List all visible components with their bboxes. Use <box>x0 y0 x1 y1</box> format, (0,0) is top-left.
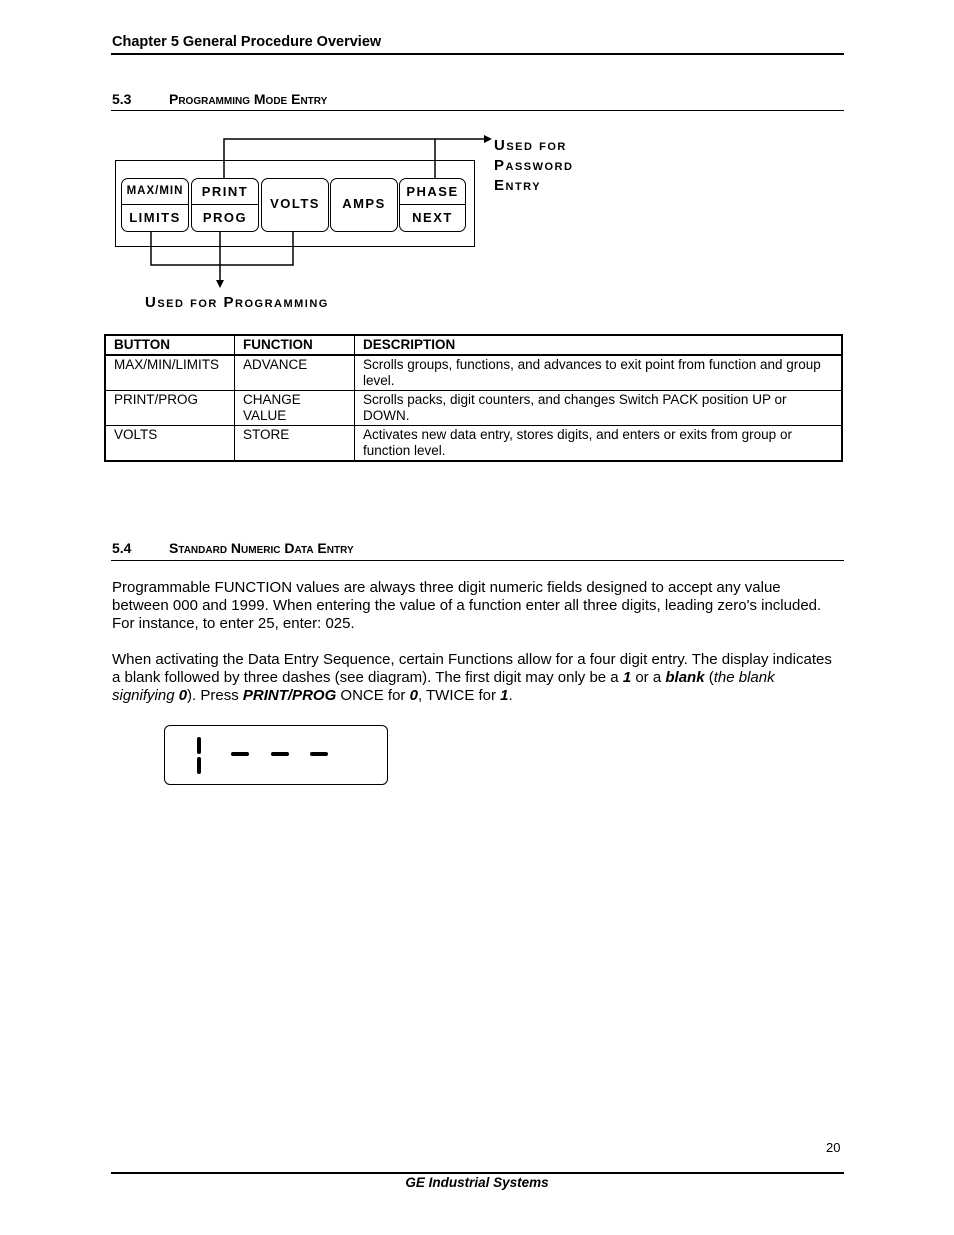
emphasis-zero: 0 <box>178 687 188 704</box>
emphasis-one: 1 <box>622 669 632 686</box>
emphasis-one: 1 <box>500 687 509 704</box>
text-run: ( <box>704 669 714 686</box>
digit-one-upper-segment <box>197 737 201 754</box>
note-line: Entry <box>494 177 542 194</box>
table-cell: Scrolls packs, digit counters, and changes Switch PACK position UP or DOWN. <box>355 391 843 426</box>
key-label: VOLTS <box>270 196 320 211</box>
lcd-display-diagram <box>164 725 388 785</box>
dash-segment <box>271 752 289 756</box>
key-label-top: MAX/MIN <box>122 179 188 205</box>
keypad-connector-lines <box>0 0 954 320</box>
section-number: 5.4 <box>112 540 132 556</box>
phase-next-key[interactable] <box>399 178 466 232</box>
four-digit-paragraph <box>112 651 837 705</box>
note-line: Password <box>494 157 574 174</box>
column-header-button: BUTTON <box>105 335 235 355</box>
digit-one-lower-segment <box>197 757 201 774</box>
table-cell: Scrolls groups, functions, and advances to exit point from function and group level. <box>355 355 843 391</box>
table-cell: PRINT/PROG <box>105 391 235 426</box>
chapter-header: Chapter 5 General Procedure Overview <box>112 34 382 50</box>
key-label: AMPS <box>342 196 386 211</box>
max-min-limits-key[interactable] <box>121 178 189 232</box>
print-prog-key[interactable] <box>191 178 259 232</box>
programming-note: Used for Programming <box>145 294 329 311</box>
section-rule <box>111 560 844 561</box>
column-header-description: DESCRIPTION <box>355 335 843 355</box>
numeric-entry-paragraph: Programmable FUNCTION values are always three digit numeric fields designed to accept any value between 000 and 1999. When entering the value of a function enter all three digits, leading zero's included. For instance, to enter 25, enter: 025. <box>112 579 822 632</box>
footer-rule <box>111 1172 844 1174</box>
section-title: Standard Numeric Data Entry <box>169 540 354 556</box>
text-run: ). Press <box>187 687 243 704</box>
dash-segment <box>310 752 328 756</box>
table-cell: VOLTS <box>105 426 235 462</box>
table-cell: CHANGE VALUE <box>235 391 355 426</box>
text-run: . <box>508 687 513 704</box>
key-label-top: PHASE <box>400 179 465 205</box>
note-line: Used for <box>494 137 567 154</box>
table-row <box>105 426 842 462</box>
amps-key[interactable] <box>330 178 398 232</box>
emphasis-print-prog: PRINT/PROG <box>242 687 337 704</box>
key-label-top: PRINT <box>192 179 258 205</box>
key-label-bottom: NEXT <box>412 210 453 225</box>
text-run: ONCE for <box>336 687 410 704</box>
table-cell: Activates new data entry, stores digits, and enters or exits from group or function level. <box>355 426 843 462</box>
table-row <box>105 355 842 391</box>
emphasis-zero: 0 <box>409 687 418 704</box>
text-run: When activating the Data Entry Sequence, certain Functions allow for a four digit entry. The display indicates a blank followed by three dashes (see diagram). The first digit may only be a <box>112 651 832 686</box>
text-run: or a <box>631 669 666 686</box>
table-row <box>105 391 842 426</box>
section-5-4-heading <box>112 540 354 556</box>
dash-segment <box>231 752 249 756</box>
section-title: Programming Mode Entry <box>169 91 328 107</box>
text-run: , TWICE for <box>417 687 501 704</box>
footer-company: GE Industrial Systems <box>405 1175 549 1190</box>
volts-key[interactable] <box>261 178 329 232</box>
italic-run: the blank signifying <box>112 669 775 704</box>
section-number: 5.3 <box>112 91 132 107</box>
column-header-function: FUNCTION <box>235 335 355 355</box>
page-number: 20 <box>826 1140 841 1155</box>
table-header-row <box>105 335 842 355</box>
table-cell: MAX/MIN/LIMITS <box>105 355 235 391</box>
emphasis-blank: blank <box>665 669 705 686</box>
password-entry-note <box>494 136 573 196</box>
button-function-table <box>104 334 843 462</box>
key-label-bottom: PROG <box>202 210 248 225</box>
table-cell: STORE <box>235 426 355 462</box>
key-label-bottom: LIMITS <box>129 210 181 225</box>
table-cell: ADVANCE <box>235 355 355 391</box>
